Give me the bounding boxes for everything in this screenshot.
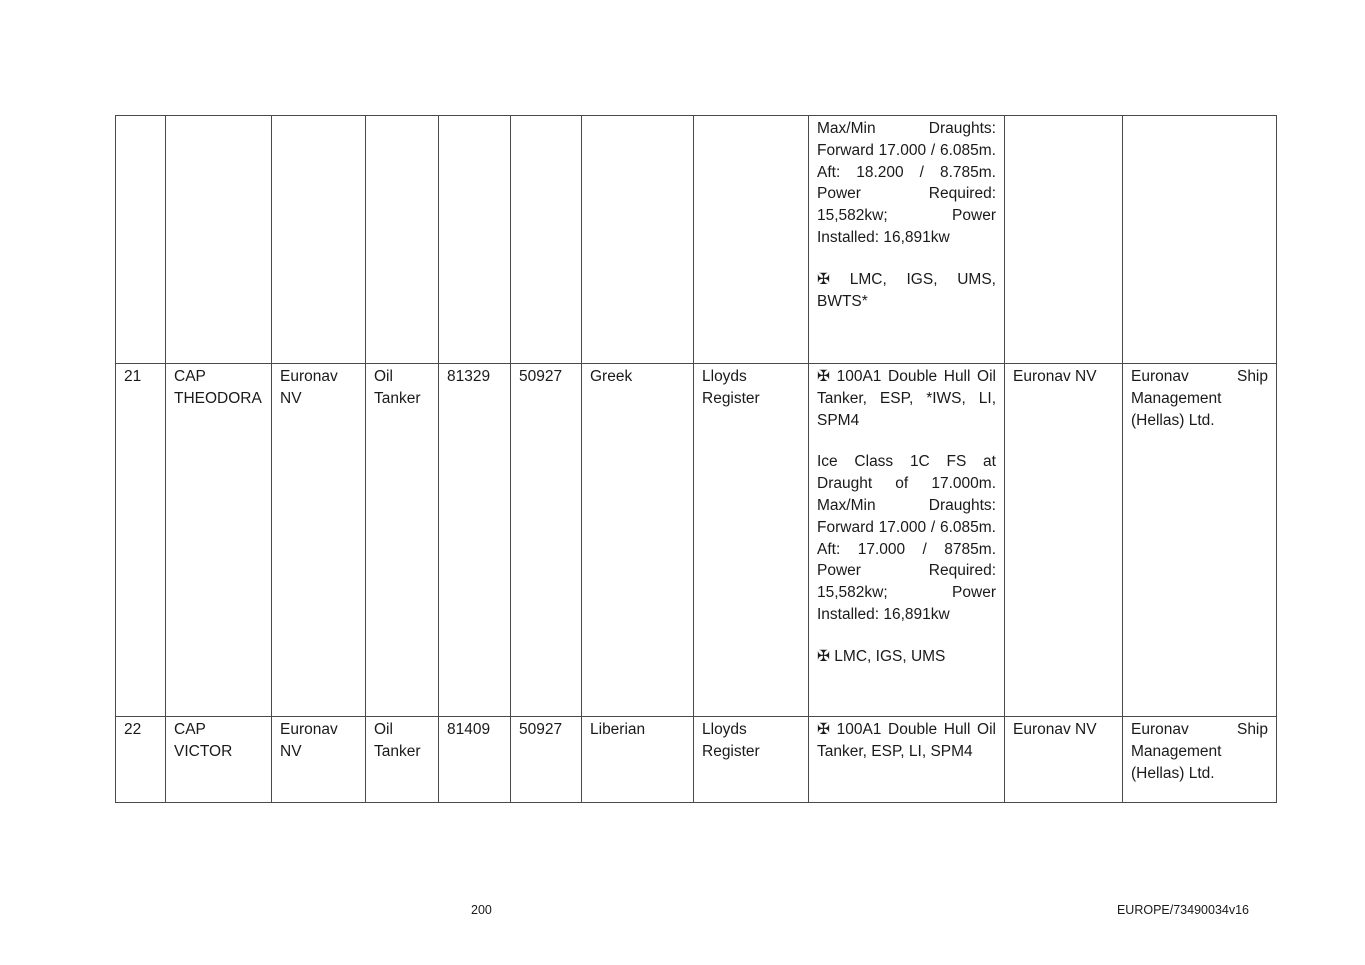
classification-text: Ice Class 1C FS at Draught of 17.000m. Max/Min Draughts: Forward 17.000 / 6.085m. Aft: 17.000 / 8785m. Power Required: 15,582kw; Power Installed: 16,891kw <box>817 453 996 623</box>
classification-text: Max/Min Draughts: Forward 17.000 / 6.085m. Aft: 18.200 / 8.785m. Power Required: 15,582kw; Power Installed: 16,891kw <box>817 120 996 246</box>
classification-text: ✠ LMC, IGS, UMS <box>817 647 946 665</box>
operator: Euronav NV <box>1005 717 1123 803</box>
vessel-name: CAP VICTOR <box>166 717 272 803</box>
row-number: 22 <box>116 717 166 803</box>
grt: 50927 <box>511 364 582 717</box>
manager: Euronav Ship Management (Hellas) Ltd. <box>1123 364 1277 717</box>
vessel-type: Oil Tanker <box>366 364 439 717</box>
vessel-name: CAP THEODORA <box>166 364 272 717</box>
classification-cell <box>809 717 1005 803</box>
class-society: Lloyds Register <box>694 717 809 803</box>
class-society: Lloyds Register <box>694 364 809 717</box>
classification-text: ✠ LMC, IGS, UMS, BWTS* <box>817 270 996 310</box>
classification-cell <box>809 364 1005 717</box>
document-reference: EUROPE/73490034v16 <box>1116 903 1249 917</box>
classification-text: ✠ 100A1 Double Hull Oil Tanker, ESP, LI, SPM4 <box>817 721 996 760</box>
classification-cell <box>809 116 1005 364</box>
table-row <box>116 116 1277 364</box>
owner: Euronav NV <box>272 717 366 803</box>
grt: 50927 <box>511 717 582 803</box>
flag: Greek <box>582 364 694 717</box>
manager: Euronav Ship Management (Hellas) Ltd. <box>1123 717 1277 803</box>
page-number: 200 <box>471 903 492 917</box>
table-row <box>116 364 1277 717</box>
table-row <box>116 717 1277 803</box>
vessel-type: Oil Tanker <box>366 717 439 803</box>
row-number: 21 <box>116 364 166 717</box>
operator: Euronav NV <box>1005 364 1123 717</box>
classification-text: ✠ 100A1 Double Hull Oil Tanker, ESP, *IWS, LI, SPM4 <box>817 368 996 429</box>
vessel-table <box>115 115 1277 803</box>
owner: Euronav NV <box>272 364 366 717</box>
dwt: 81409 <box>439 717 511 803</box>
flag: Liberian <box>582 717 694 803</box>
dwt: 81329 <box>439 364 511 717</box>
